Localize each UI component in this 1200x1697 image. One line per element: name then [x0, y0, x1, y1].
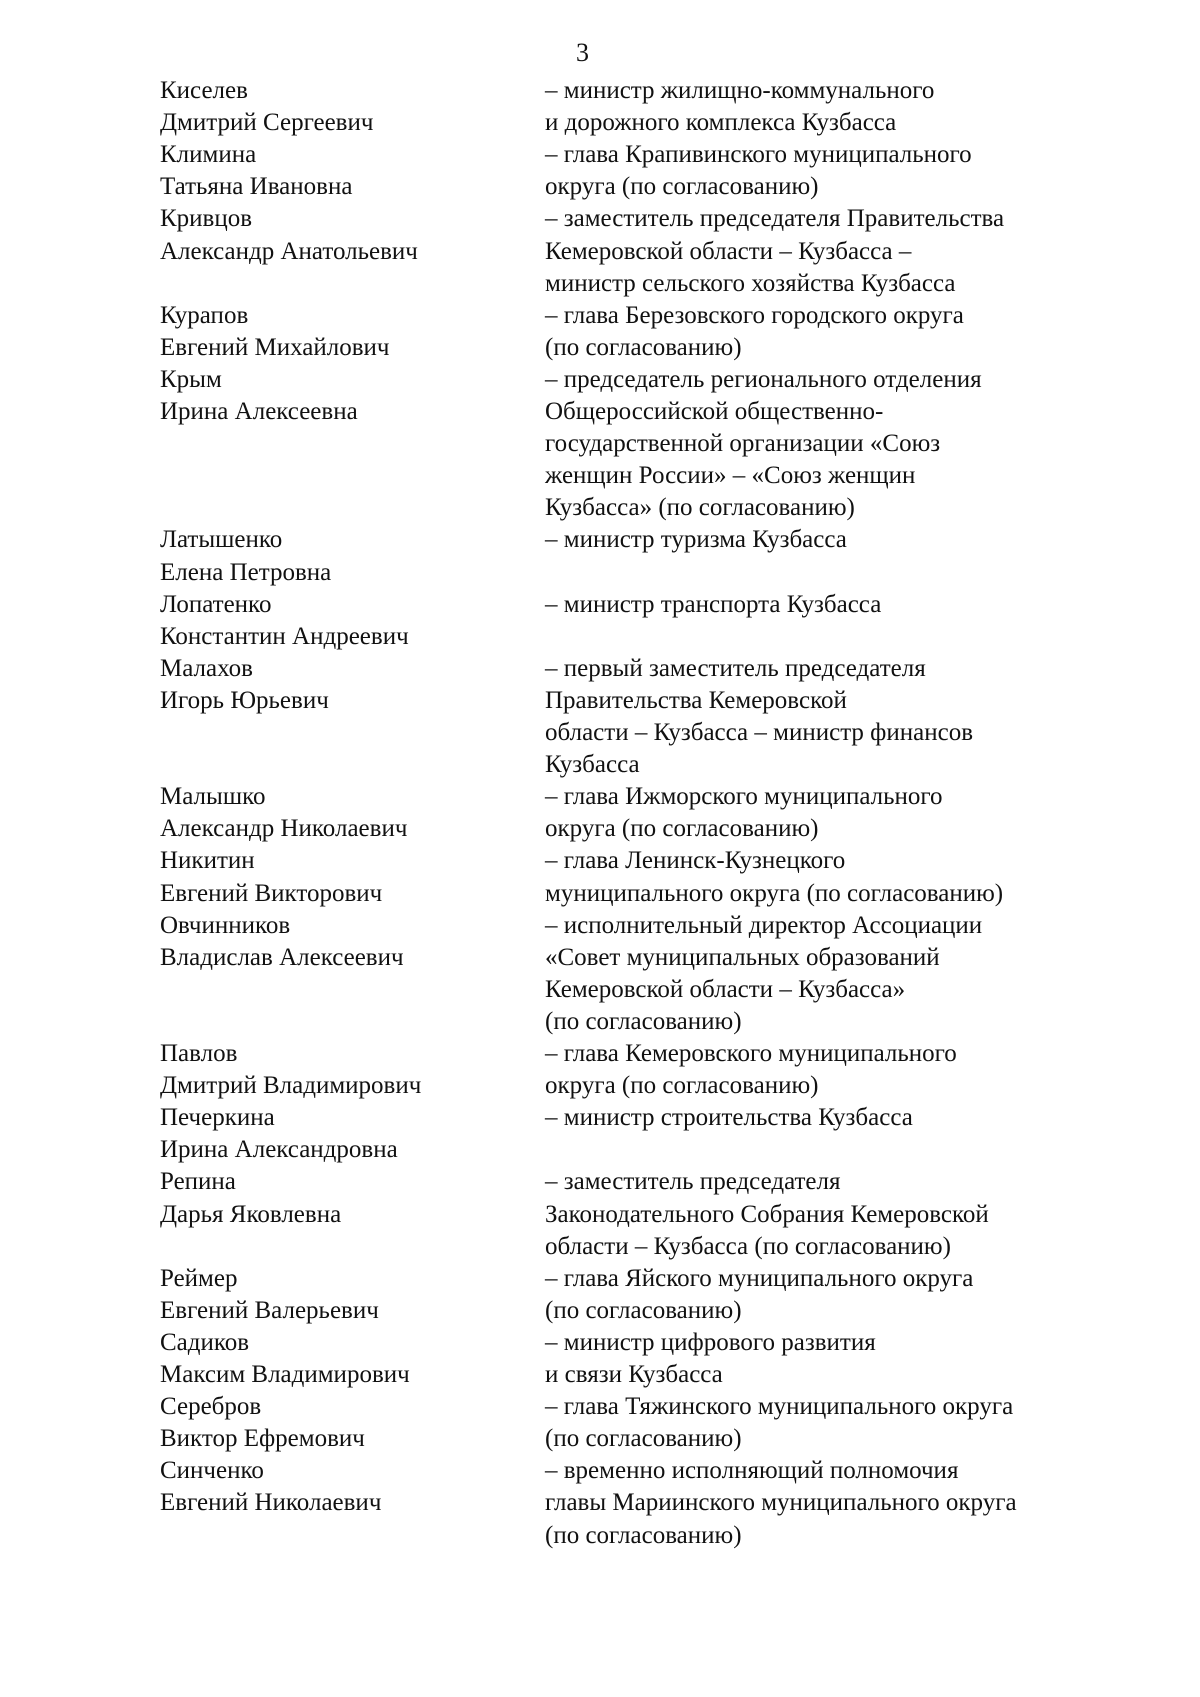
member-position-line: – глава Крапивинского муниципального: [545, 141, 972, 169]
member-position-line: Законодательного Собрания Кемеровской: [545, 1200, 989, 1228]
member-position-line: Кузбасса: [545, 751, 640, 779]
member-name-line: Владислав Алексеевич: [160, 943, 404, 971]
roster-line: [0, 942, 1200, 974]
roster-line: [0, 1102, 1200, 1134]
member-name-line: Ирина Алексеевна: [160, 398, 358, 425]
member-position-line: государственной организации «Союз: [545, 430, 941, 458]
member-position-line: – министр транспорта Кузбасса: [545, 590, 882, 618]
roster-line: [0, 1231, 1200, 1263]
roster-line: [0, 75, 1200, 107]
member-position-line: области – Кузбасса (по согласованию): [545, 1232, 951, 1260]
member-name-line: Дмитрий Владимирович: [160, 1072, 422, 1100]
roster-line: [0, 236, 1200, 268]
member-name-line: Евгений Николаевич: [160, 1489, 382, 1517]
member-position-line: – заместитель председателя: [545, 1168, 841, 1196]
member-name-line: Овчинников: [160, 911, 291, 939]
member-position-line: (по согласованию): [545, 1425, 742, 1453]
member-position-line: – глава Березовского городского округа: [545, 301, 964, 329]
member-position-line: – глава Яйского муниципального округа: [545, 1264, 974, 1292]
roster-line: [0, 1166, 1200, 1198]
roster-line: [0, 717, 1200, 749]
member-position-line: округа (по согласованию): [545, 173, 819, 201]
roster-line: [0, 1038, 1200, 1070]
member-name-line: Александр Николаевич: [160, 815, 408, 843]
member-name-line: Никитин: [160, 847, 255, 875]
member-position-line: (по согласованию): [545, 1521, 742, 1549]
roster-line: [0, 878, 1200, 910]
member-position-line: Правительства Кемеровской: [545, 686, 847, 714]
member-name-line: Кривцов: [160, 205, 253, 233]
member-position-line: – министр цифрового развития: [545, 1328, 876, 1356]
roster-line: [0, 396, 1200, 428]
roster-line: [0, 300, 1200, 332]
roster-line: [0, 589, 1200, 621]
roster-line: [0, 1487, 1200, 1519]
member-name-line: Латышенко: [160, 526, 283, 554]
member-name-line: Виктор Ефремович: [160, 1425, 365, 1453]
member-position-line: – глава Ленинск-Кузнецкого: [545, 847, 846, 875]
member-name-line: Павлов: [160, 1040, 238, 1067]
roster-line: [0, 813, 1200, 845]
roster-line: [0, 492, 1200, 524]
member-position-line: – первый заместитель председателя: [545, 654, 926, 682]
member-position-line: (по согласованию): [545, 1007, 742, 1035]
member-name-line: Серебров: [160, 1393, 262, 1421]
member-position-line: Кемеровской области – Кузбасса –: [545, 237, 912, 265]
member-name-line: Дарья Яковлевна: [160, 1200, 342, 1228]
member-position-line: – глава Тяжинского муниципального округа: [545, 1393, 1014, 1421]
member-name-line: Ирина Александровна: [160, 1136, 398, 1164]
member-name-line: Лопатенко: [160, 590, 272, 618]
roster-line: [0, 1423, 1200, 1455]
member-name-line: Репина: [160, 1168, 236, 1196]
roster-line: [0, 910, 1200, 942]
member-name-line: Малахов: [160, 654, 253, 682]
roster-line: [0, 653, 1200, 685]
roster-line: [0, 1391, 1200, 1423]
member-name-line: Синченко: [160, 1457, 264, 1485]
member-position-line: (по согласованию): [545, 333, 742, 361]
roster-line: [0, 1327, 1200, 1359]
member-position-line: – глава Ижморского муниципального: [545, 783, 943, 811]
roster-line: [0, 1134, 1200, 1166]
roster-line: [0, 845, 1200, 877]
member-position-line: – глава Кемеровского муниципального: [545, 1040, 957, 1067]
member-name-line: Евгений Валерьевич: [160, 1296, 379, 1324]
member-name-line: Малышко: [160, 783, 266, 811]
member-position-line: Общероссийской общественно-: [545, 398, 884, 425]
roster-line: [0, 139, 1200, 171]
member-position-line: – министр жилищно-коммунального: [545, 77, 935, 104]
member-position-line: – председатель регионального отделения: [545, 365, 982, 393]
member-name-line: Евгений Викторович: [160, 879, 383, 907]
roster-line: [0, 1263, 1200, 1295]
member-position-line: (по согласованию): [545, 1296, 742, 1324]
member-position-line: и дорожного комплекса Кузбасса: [545, 109, 897, 137]
roster-line: [0, 557, 1200, 589]
member-name-line: Реймер: [160, 1264, 238, 1292]
member-name-line: Татьяна Ивановна: [160, 173, 353, 201]
member-position-line: Кемеровской области – Кузбасса»: [545, 975, 906, 1003]
roster-line: [0, 1455, 1200, 1487]
roster-line: [0, 974, 1200, 1006]
member-name-line: Максим Владимирович: [160, 1361, 410, 1388]
member-position-line: – заместитель председателя Правительства: [545, 205, 1005, 233]
roster-line: [0, 1520, 1200, 1552]
roster-line: [0, 203, 1200, 235]
roster-line: [0, 685, 1200, 717]
member-name-line: Климина: [160, 141, 257, 169]
member-position-line: – временно исполняющий полномочия: [545, 1457, 959, 1485]
member-name-line: Дмитрий Сергеевич: [160, 109, 374, 137]
member-position-line: – исполнительный директор Ассоциации: [545, 911, 983, 939]
member-name-line: Киселев: [160, 77, 248, 104]
member-name-line: Евгений Михайлович: [160, 333, 390, 361]
member-position-line: «Совет муниципальных образований: [545, 943, 940, 971]
roster-line: [0, 1199, 1200, 1231]
roster-line: [0, 460, 1200, 492]
member-position-line: муниципального округа (по согласованию): [545, 879, 1004, 907]
member-position-line: – министр строительства Кузбасса: [545, 1104, 913, 1132]
member-name-line: Садиков: [160, 1328, 250, 1356]
member-position-line: главы Мариинского муниципального округа: [545, 1489, 1017, 1517]
member-position-line: и связи Кузбасса: [545, 1361, 723, 1388]
roster-line: [0, 171, 1200, 203]
member-position-line: округа (по согласованию): [545, 1072, 819, 1100]
member-position-line: женщин России» – «Союз женщин: [545, 462, 916, 490]
member-position-line: округа (по согласованию): [545, 815, 819, 843]
page-number: 3: [576, 38, 589, 67]
roster-line: [0, 524, 1200, 556]
roster-line: [0, 428, 1200, 460]
roster-line: [0, 107, 1200, 139]
member-name-line: Елена Петровна: [160, 558, 332, 586]
member-name-line: Курапов: [160, 301, 249, 329]
member-name-line: Александр Анатольевич: [160, 237, 418, 265]
member-name-line: Константин Андреевич: [160, 622, 409, 650]
roster-line: [0, 621, 1200, 653]
roster-line: [0, 781, 1200, 813]
member-position-line: Кузбасса» (по согласованию): [545, 494, 855, 522]
member-name-line: Крым: [160, 365, 222, 393]
roster-line: [0, 268, 1200, 300]
member-position-line: министр сельского хозяйства Кузбасса: [545, 269, 956, 297]
roster-line: [0, 1006, 1200, 1038]
roster-line: [0, 364, 1200, 396]
roster-line: [0, 1070, 1200, 1102]
roster-line: [0, 332, 1200, 364]
member-name-line: Игорь Юрьевич: [160, 686, 329, 714]
roster-line: [0, 1359, 1200, 1391]
member-position-line: области – Кузбасса – министр финансов: [545, 719, 974, 746]
roster-line: [0, 1295, 1200, 1327]
member-name-line: Печеркина: [160, 1104, 275, 1132]
member-position-line: – министр туризма Кузбасса: [545, 526, 847, 554]
roster-line: [0, 749, 1200, 781]
